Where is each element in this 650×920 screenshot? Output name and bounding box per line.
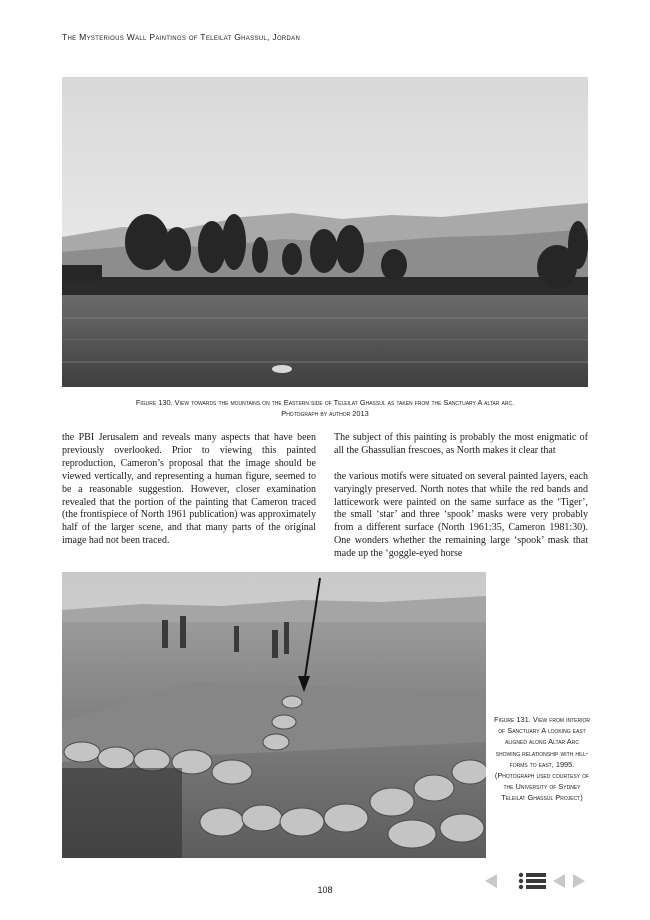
excavation-site-image	[62, 572, 486, 858]
previous-page-button[interactable]	[482, 872, 500, 890]
body-text-left-column	[62, 432, 316, 548]
figure-131-photo	[62, 572, 486, 858]
next-page-button[interactable]	[570, 872, 588, 890]
figure-130-photo	[62, 77, 588, 387]
page-number: 108	[317, 885, 333, 895]
body-text-right-column	[334, 432, 588, 561]
body-paragraph: the PBI Jerusalem and reveals many aspects that have been previously overlooked. Prior to viewing this painted reproduction, Cameron’s proposal that the image should be viewed vertically, and representing a human figure, seemed to be a reasonable suggestion. However, closer examination revealed that the portion of the painting that Cameron traced (the frontispiece of North 1961 publication) was approximately half of the larger scene, and that many parts of the original image had not been traced.	[62, 432, 316, 547]
table-of-contents-button[interactable]	[518, 872, 548, 890]
mountain-landscape-image	[62, 77, 588, 387]
figure-131-caption: Figure 131. View from interior of Sanctuary A looking east aligned along Altar Arc showing relationship with hill-forms to east, 1995. (Photograph used courtesy of the University of Sydney Teleilat Ghassul Project)	[494, 715, 590, 803]
back-button[interactable]	[551, 872, 567, 890]
running-title: The Mysterious Wall Paintings of Teleilat Ghassul, Jordan	[62, 32, 301, 42]
body-paragraph: The subject of this painting is probably the most enigmatic of all the Ghassulian frescoes, as North makes it clear that	[334, 432, 588, 456]
arrow-left-icon	[482, 872, 500, 890]
figure-130-caption-line2: Photograph by author 2013	[281, 409, 369, 418]
figure-130-caption	[62, 397, 588, 419]
arrow-back-icon	[551, 872, 567, 890]
arrow-right-icon	[570, 872, 588, 890]
list-icon	[518, 872, 548, 890]
figure-130-caption-line1: Figure 130. View towards the mountains on the Eastern side of Teleilat Ghassul as taken from the Sanctuary A altar arc.	[135, 398, 515, 407]
body-paragraph: the various motifs were situated on several painted layers, each varyingly preserved. North notes that while the red bands and latticework were painted on the same surface as the ‘Tiger’, the small ‘star’ and three ‘spook’ masks were very probably from a different surface (North 1961:35, Cameron 1981:30). One wonders whether the remaining large ‘spook’ mask that made up the ‘goggle-eyed horse	[334, 470, 588, 560]
